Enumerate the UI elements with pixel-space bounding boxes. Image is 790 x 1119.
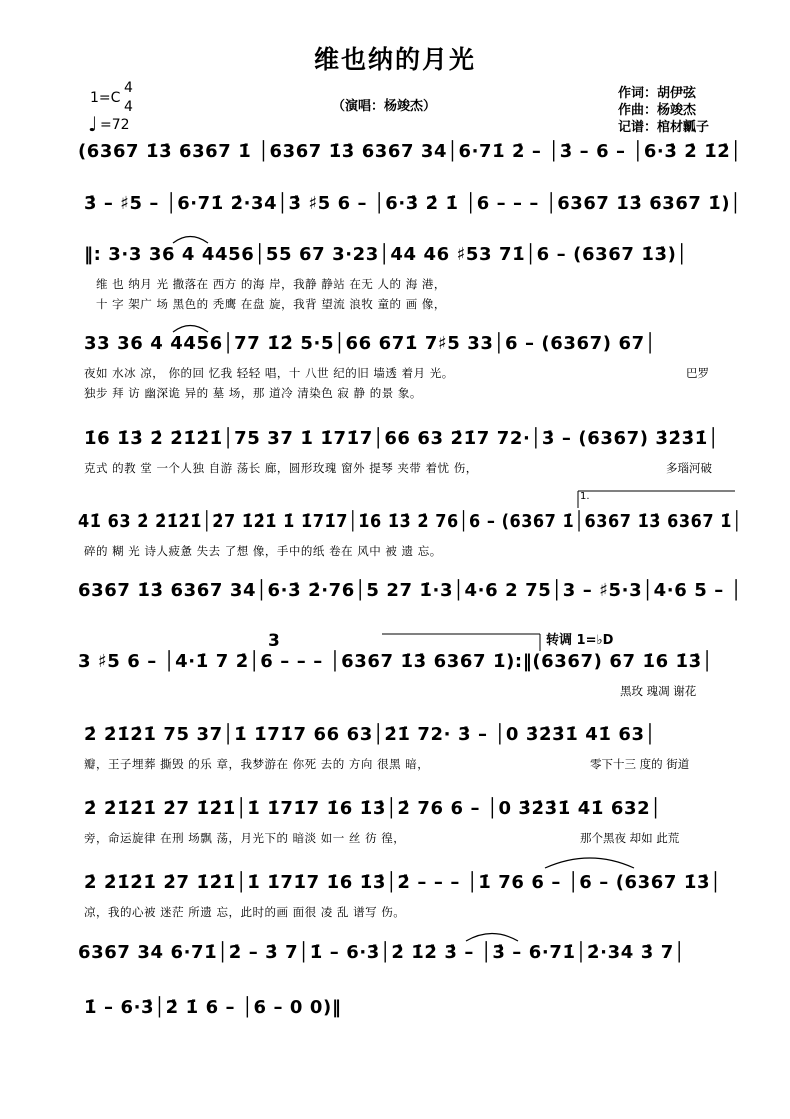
singer-credit: （演唱：杨竣杰） [332, 99, 437, 114]
time-signature-top: 4 [124, 80, 133, 96]
lyric-line-6-tail: 零下十三 度的 街道 [590, 757, 690, 771]
lyric-line-6: 瓣，王子埋葬 撕毁 的乐 章，我梦游在 你死 去的 方向 很黑 暗， [84, 757, 430, 771]
lyricist-credit: 作词：胡伊弦 [618, 86, 697, 101]
lyric-verse-1: 维 也 纳月 光 撒落在 西方 的海 岸，我静 静站 在无 人的 海 港， [96, 277, 446, 291]
song-title: 维也纳的月光 [313, 45, 476, 74]
lyric-line-4: 克式 的教 堂 一个人独 自游 荡长 廊，圆形玫瑰 窗外 提琴 夹带 着忧 伤， [84, 461, 478, 475]
notation-row-2: 3̇ – ♯5 – │6·71̇ 2̇·34│3̇ ♯5 6 – │6·3̇ 2̇ 1̇ │6 – – – │6367 1̇3̇ 6367 1̇)│ [84, 193, 742, 214]
tempo-value: =72 [100, 117, 130, 133]
lyric-line-3a: 夜如 水冰 凉， 你的回 忆我 轻轻 唱，十 八世 纪的旧 墙透 着月 光。 [84, 366, 454, 380]
lyric-line-3b: 独步 拜 访 幽深诡 异的 墓 场，那 道冷 清染色 寂 静 的景 象。 [84, 386, 422, 400]
notation-row-10: 2̇ 2̇1̇2̇1̇ 2̇7 1̇2̇1̇│1̇ 1̇71̇7 1̇6 1̇3̇│2̇ 76 6 – │0 3̇2̇3̇1̇ 41̇ 632│ [84, 798, 662, 819]
chord-mark: 3 [268, 631, 280, 651]
tie-arc [173, 326, 208, 333]
notation-row-8: 3 ♯5 6 – │4·1̇ 7 2̇│6 – – – │6367 1̇3̇ 6367 1̇):‖(6367) 67 1̇6 1̇3̇│ [78, 651, 714, 672]
tie-arc [173, 237, 208, 244]
lyric-verse-2: 十 字 架广 场 黑色的 秃鹰 在盘 旋，我背 望流 浪牧 童的 画 像， [96, 297, 446, 311]
notation-row-9: 2̇ 2̇1̇2̇1̇ 75 37│1̇ 1̇71̇7 66 63│2̇1̇ 72· 3̇ – │0 3̇2̇3̇1̇ 41̇ 63│ [84, 724, 657, 745]
notation-row-3: ‖: 3·3 36 4 4456│55 67 3·23│44 46 ♯53 71̇│6 – (6367 1̇3̇)│ [84, 244, 688, 265]
tie-arc [466, 934, 518, 942]
volta-label: 1. [580, 491, 590, 502]
tie-arc [545, 858, 634, 868]
lyric-line-7-tail: 那个黑夜 却如 此荒 [580, 831, 680, 845]
notation-row-13: 1̇ – 6·3̇│2̇ 1̇ 6 – │6 – 0 0)‖ [84, 997, 342, 1018]
notation-row-12: 6367 34 6·71̇│2̇ – 3̇ 7│1̇ – 6·3̇│2̇ 1̇2̇ 3̇ – │3̇ – 6·71̇│2̇·34 3̇ 7│ [78, 942, 686, 963]
notation-row-5: 1̇6 1̇3̇ 2̇ 2̇1̇2̇1̇│75 37 1̇ 1̇71̇7│66 63 2̇1̇7 72·│3̇ – (6367) 3̇2̇3̇1̇│ [84, 428, 720, 449]
notation-row-1: (6367 1̇3̇ 6367 1̇ │6367 1̇3̇ 6367 34│6·71̇ 2̇ – │3̇ – 6 – │6·3̇ 2̇ 1̇2̇│ [78, 141, 742, 162]
lyric-line-4-tail: 多瑙河破 [666, 461, 712, 475]
transcriber-credit: 记谱：棺材瓤子 [618, 120, 710, 135]
time-signature-bottom: 4 [124, 99, 133, 115]
notation-row-11: 2̇ 2̇1̇2̇1̇ 2̇7 1̇2̇1̇│1̇ 1̇71̇7 1̇6 1̇3̇│2̇ – – – │1̇ 76 6 – │6 – (6367 1̇3̇│ [84, 872, 722, 893]
composer-credit: 作曲：杨竣杰 [618, 103, 697, 118]
lyric-line-8: 凉，我的心被 迷茫 所遗 忘，此时的画 面很 凌 乱 谱写 伤。 [84, 905, 406, 919]
notation-row-6: 41̇ 63 2̇ 2̇1̇2̇1̇│2̇7 1̇2̇1̇ 1̇ 1̇71̇7│1̇6 1̇3̇ 2̇ 76│6 – (6367 1̇│6367 1̇3̇ 6367 1̇│ [78, 511, 743, 532]
quarter-note-icon: ♩ [88, 112, 98, 136]
notation-row-4: 33 36 4 4456│77 1̇2̇ 5·5│66 671̇ 7♯5 33│6 – (6367) 67│ [84, 333, 657, 354]
lyric-line-7: 旁，命运旋律 在刑 场飘 荡，月光下的 暗淡 如一 丝 彷 徨， [84, 831, 406, 845]
notation-row-7: 6367 1̇3̇ 6367 34│6·3̇ 2̇·76│5 27 1̇·3│4·6 2 75│3 – ♯5·3│4·6 5 – │ [78, 580, 743, 601]
key-signature: 1=C [90, 90, 121, 106]
lyric-line-6-head: 黑玫 瑰凋 谢花 [620, 684, 697, 698]
lyric-line-3a-tail: 巴罗 [686, 366, 709, 380]
transpose-mark: 转调 1=♭D [546, 633, 614, 648]
lyric-line-5: 碎的 糊 光 诗人疲惫 失去 了想 像，手中的纸 卷在 风中 被 遗 忘。 [84, 544, 442, 558]
